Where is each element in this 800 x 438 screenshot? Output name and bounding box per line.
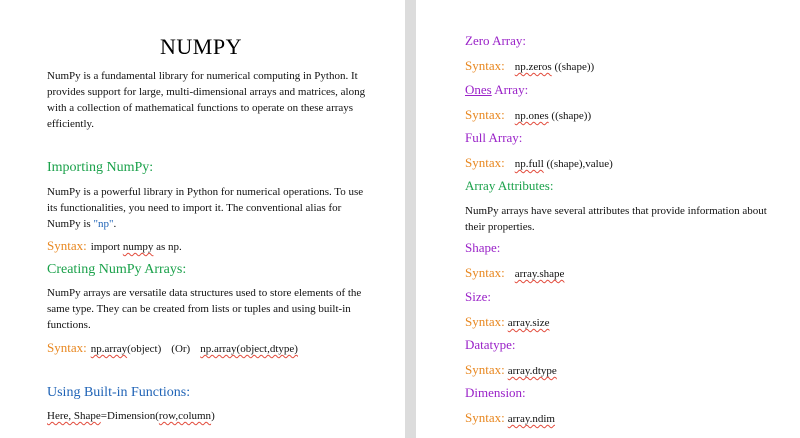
importing-text: NumPy is a powerful library in Python for numerical operations. To use its functionalities, you need to import it. The conventional alias for NumPy is <box>47 186 364 230</box>
syntax-array-shape: array.shape <box>514 268 565 280</box>
syntax-ones-args: ((shape)) <box>548 110 592 122</box>
importing-heading: Importing NumPy: <box>47 160 154 175</box>
ones-word: Ones <box>465 82 492 97</box>
size-syntax <box>465 313 549 331</box>
syntax-code-tail: as np. <box>153 241 182 253</box>
here-dimension: =Dimension( <box>100 410 159 422</box>
syntax-code: import <box>90 241 123 253</box>
syntax-object: (object) <box>127 343 162 355</box>
dimension-heading: Dimension: <box>465 385 526 400</box>
syntax-np-full: np.full <box>514 158 544 170</box>
size-heading: Size: <box>465 289 491 304</box>
ones-syntax <box>465 106 591 124</box>
dimension-syntax <box>465 409 555 427</box>
page-title: NUMPY <box>160 34 242 59</box>
full-syntax <box>465 154 613 172</box>
builtin-here-line <box>47 410 215 422</box>
importing-paragraph <box>47 184 367 232</box>
syntax-label: Syntax: <box>465 362 505 377</box>
here-close: ) <box>211 410 215 422</box>
syntax-label: Syntax: <box>47 238 87 253</box>
syntax-label: Syntax: <box>465 107 505 122</box>
syntax-label: Syntax: <box>465 314 505 329</box>
syntax-np-ones: np.ones <box>514 110 549 122</box>
syntax-np-array-dtype: np.array(object,dtype) <box>200 343 298 355</box>
shape-heading: Shape: <box>465 240 501 255</box>
datatype-syntax <box>465 361 557 379</box>
syntax-code-numpy: numpy <box>122 241 154 253</box>
syntax-np-array: np.array <box>90 343 128 355</box>
document-page-right <box>416 0 800 438</box>
page-gutter <box>405 0 416 438</box>
here-shape: Here, Shape <box>47 410 101 422</box>
attributes-paragraph: NumPy arrays have several attributes that provide information about their properties. <box>465 205 767 233</box>
syntax-zeros-args: ((shape)) <box>551 61 595 73</box>
syntax-array-dtype: array.dtype <box>507 365 557 377</box>
full-heading: Full Array: <box>465 130 523 145</box>
syntax-label: Syntax: <box>47 340 87 355</box>
datatype-heading: Datatype: <box>465 337 516 352</box>
syntax-or: (Or) <box>171 343 191 355</box>
attributes-heading: Array Attributes: <box>465 178 554 193</box>
zero-syntax <box>465 57 594 75</box>
syntax-label: Syntax: <box>465 410 505 425</box>
builtin-heading: Using Built-in Functions: <box>47 385 191 400</box>
alias-np: "np" <box>93 218 114 230</box>
syntax-label: Syntax: <box>465 58 505 73</box>
syntax-full-args: ((shape),value) <box>543 158 613 170</box>
syntax-array-ndim: array.ndim <box>507 413 555 425</box>
here-row-column: row,column <box>158 410 212 422</box>
creating-paragraph: NumPy arrays are versatile data structures used to store elements of the same type. They can be created from lists or tuples and using built-in functions. <box>47 287 362 331</box>
creating-syntax <box>47 339 298 357</box>
syntax-label: Syntax: <box>465 265 505 280</box>
importing-text-end: . <box>113 218 117 230</box>
ones-heading <box>465 82 528 98</box>
importing-syntax <box>47 237 182 255</box>
ones-heading-rest: Array: <box>491 82 529 97</box>
creating-heading: Creating NumPy Arrays: <box>47 262 187 277</box>
syntax-np-zeros: np.zeros <box>514 61 552 73</box>
syntax-array-size: array.size <box>507 317 550 329</box>
syntax-label: Syntax: <box>465 155 505 170</box>
intro-paragraph: NumPy is a fundamental library for numerical computing in Python. It provides support for large, multi-dimensional arrays and matrices, along with a collection of mathematical functions to operate on these arrays efficiently. <box>47 70 366 130</box>
shape-syntax <box>465 264 564 282</box>
zero-heading: Zero Array: <box>465 33 527 48</box>
